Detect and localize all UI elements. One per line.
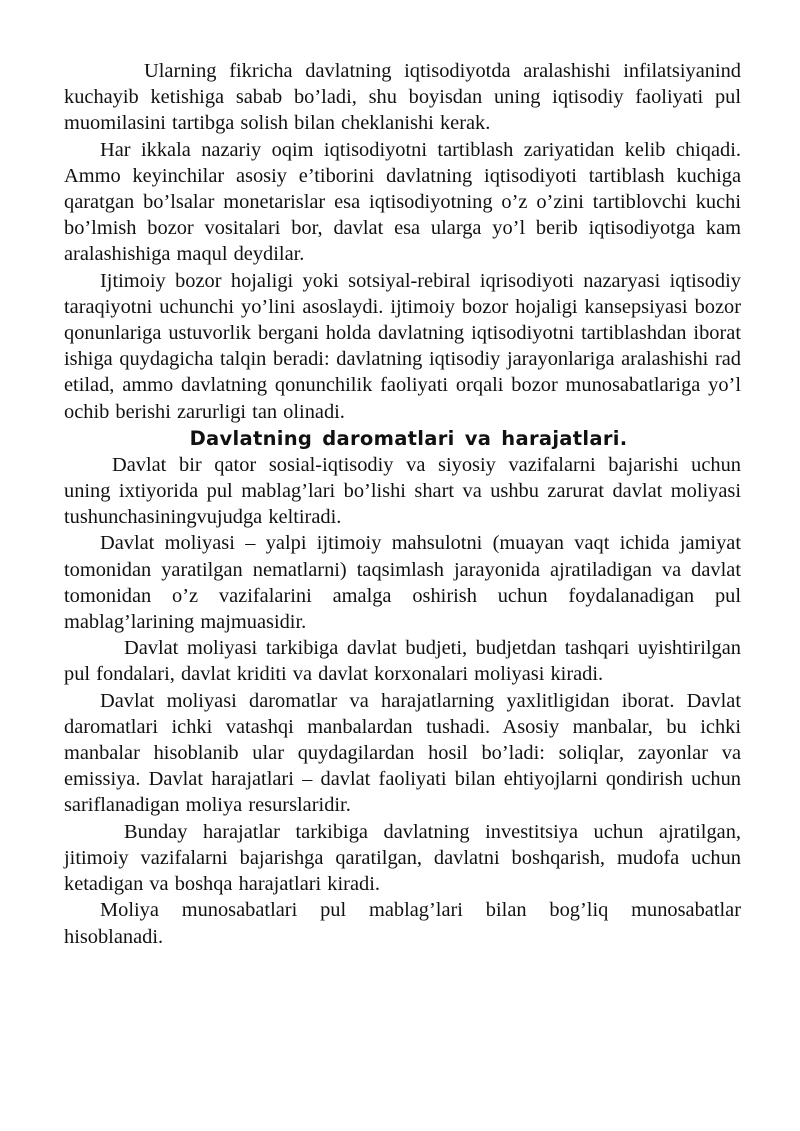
paragraph: Davlat moliyasi tarkibiga davlat budjeti, budjetdan tashqari uyishtirilgan pul fondalari, davlat kriditi va davlat korxonalari moliyasi kiradi. [64, 637, 741, 686]
paragraph: Davlat bir qator sosial-iqtisodiy va siyosiy vazifalarni bajarishi uchun uning ixtiyorida pul mablag’lari bo’lishi shart va ushbu zarurat davlat moliyasi tushunchasiningvujudga keltiradi. [64, 453, 741, 529]
paragraph: Davlat moliyasi daromatlar va harajatlarning yaxlitligidan iborat. Davlat daromatlari ichki vatashqi manbalardan tushadi. Asosiy manbalar, bu ichki manbalar hisoblanib ular quydagilardan hosil bo’ladi: soliqlar, zayonlar va emissiya. Davlat harajatlari – davlat faoliyati bilan ehtiyojlarni qondirish uchun sariflanadigan moliya resurslaridir. [64, 689, 741, 817]
paragraph: Ularning fikricha davlatning iqtisodiyotda aralashishi infilatsiyanind kuchayib ketishiga sabab bo’ladi, shu boyisdan uning iqtisodiy faoliyati pul muomilasini tartibga solish bilan cheklanishi kerak. [64, 60, 741, 135]
paragraph: Moliya munosabatlari pul mablag’lari bilan bog’liq munosabatlar hisoblanadi. [64, 899, 741, 948]
paragraph: Bunday harajatlar tarkibiga davlatning investitsiya uchun ajratilgan, jitimoiy vazifalarni bajarishga qaratilgan, davlatni boshqarish, mudofa uchun ketadigan va boshqa harajatlari kiradi. [64, 820, 741, 896]
paragraph: Har ikkala nazariy oqim iqtisodiyotni tartiblash zariyatidan kelib chiqadi. Ammo keyinchilar asosiy e’tiborini davlatning iqtisodiyoti tartiblash kuchiga qaratgan bo’lsalar monetarislar esa iqtisodiyotning o’z o’zini tartiblovchi kuchi bo’lmish bozor vositalari bor, davlat esa ularga yo’l berib iqtisodiyotga kam aralashishiga maqul deydilar. [64, 138, 741, 266]
paragraph: Ijtimoiy bozor hojaligi yoki sotsiyal-rebiral iqrisodiyoti nazaryasi iqtisodiy taraqiyotni uchunchi yo’lini asoslaydi. ijtimoiy bozor hojaligi kansepsiyasi bozor qonunlariga ustuvorlik bergani holda davlatning iqtisodiyotni tartiblashdan iborat ishiga quydagicha talqin beradi: davlatning iqtisodiy jarayonlariga aralashishi rad etilad, ammo davlatning qonunchilik faoliyati orqali bozor munosabatlariga yo’l ochib berishi zarurligi tan olinadi. [64, 269, 741, 423]
paragraph: Davlat moliyasi – yalpi ijtimoiy mahsulotni (muayan vaqt ichida jamiyat tomonidan yaratilgan nematlarni) taqsimlash jarayonida ajratiladigan va davlat tomonidan o’z vazifalarini amalga oshirish uchun foydalanadigan pul mablag’larining majmuasidir. [64, 532, 741, 634]
document-page [64, 58, 741, 950]
section-heading: Davlatning daromatlari va harajatlari. [189, 426, 628, 450]
